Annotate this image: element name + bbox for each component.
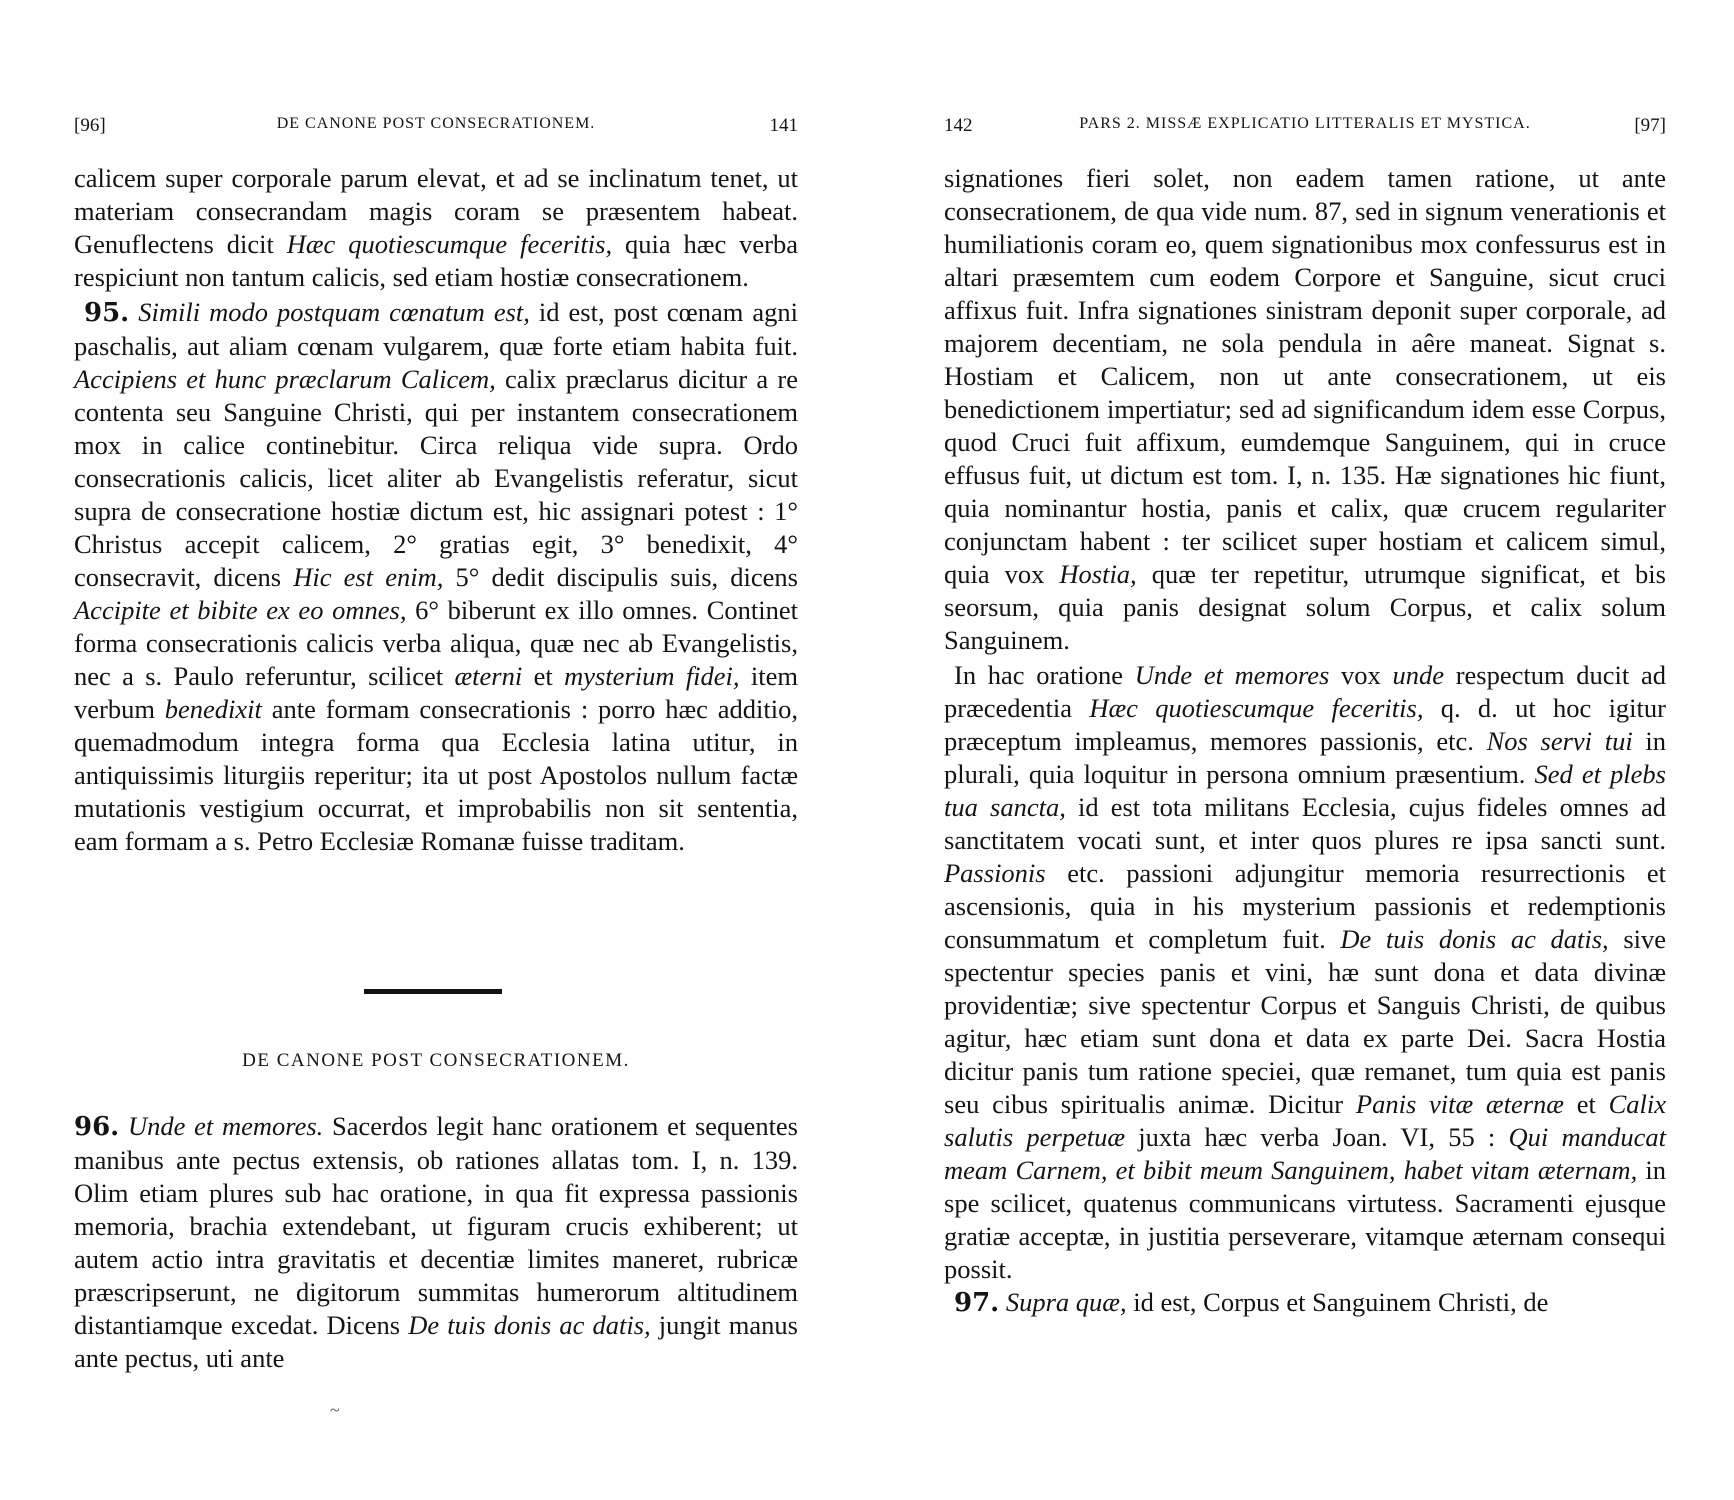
section-title: DE CANONE POST CONSECRATIONEM. (242, 1050, 630, 1071)
section-number: 95. (84, 298, 130, 328)
bracket-page-number: [97] (1634, 115, 1666, 136)
text-run: in plurali, quia loquitur in persona omnium præsentium. (944, 726, 1666, 789)
running-header-left (74, 115, 798, 141)
text-run: id est tota militans Ecclesia, cujus fideles omnes ad sanctitatem vocati sunt, et inter quos plures re ipsa sancti sunt. (944, 792, 1666, 855)
text-run: In hac oratione (954, 660, 1135, 690)
italic-run: Qui manducat meam Carnem, et bibit meum Sanguinem, habet vitam æternam, (944, 1122, 1666, 1185)
italic-run: Nos servi tui (1486, 726, 1633, 756)
section-97 (944, 1286, 1666, 1320)
text-run: in spe scilicet, quatenus communicans virtutess. Sacramenti ejusque gratiæ acceptæ, in justitia perseverare, vitamque æternam consequi possit. (944, 1155, 1666, 1284)
paragraph-continued (944, 162, 1666, 657)
italic-run: Accipite et bibite ex eo omnes, (74, 595, 407, 625)
italic-run: mysterium fidei, (564, 661, 740, 691)
italic-run: Calix salutis perpetuæ (944, 1089, 1666, 1152)
italic-run: benedixit (164, 694, 262, 724)
text-run: juxta hæc verba Joan. VI, 55 : (1125, 1122, 1509, 1152)
paragraph-continued (74, 162, 798, 294)
bracket-page-number: [96] (74, 115, 106, 136)
italic-run: Supra quæ, (1005, 1287, 1127, 1317)
italic-run: unde (1392, 660, 1445, 690)
text-run: q. d. ut hoc igitur præceptum impleamus, memores passionis, etc. (944, 693, 1666, 756)
text-run: jungit manus ante pectus, uti ante (74, 1310, 798, 1373)
italic-run: Panis vitæ æternæ (1355, 1089, 1564, 1119)
italic-run: Simili modo postquam cœnatum est, (138, 297, 530, 327)
italic-run: Hæc quotiescumque feceritis, (286, 229, 613, 259)
text-run: calicem super corporale parum elevat, et ad se inclinatum tenet, ut materiam consecrandam magis coram se præsentem habeat. Genuflectens dicit (74, 163, 798, 259)
text-run: Sacerdos legit hanc orationem et sequentes manibus ante pectus extensis, ob rationes allatas tom. I, n. 139. Olim etiam plures sub hac oratione, in qua fit expressa passionis memoria, brachia extendebant, ut figuram crucis exhiberent; ut autem actio intra gravitatis et decentiæ limites maneret, rubricæ præscripserunt, ne digitorum summitas humerorum altitudinem distantiamque excedat. Dicens (74, 1111, 798, 1340)
text-run: etc. passioni adjungitur memoria resurrectionis et ascensionis, quia in his mysterium passionis et redemptionis consummatum et completum fuit. (944, 858, 1666, 954)
page-number: 142 (944, 115, 973, 136)
section-95 (74, 296, 798, 858)
italic-run: æterni (454, 661, 523, 691)
text-run: vox (1329, 660, 1393, 690)
section-number: 97. (954, 1288, 1000, 1318)
italic-run: De tuis donis ac datis, (408, 1310, 651, 1340)
text-run: ante formam consecrationis : porro hæc additio, quemadmodum integra forma qua Ecclesia latina utitur, in antiquissimis liturgiis reperitur; ita ut post Apostolos nullum factæ mutationis vestigium occurrat, et improbabilis non sit sententia, eam formam a s. Petro Ecclesiæ Romanæ fuisse traditam. (74, 694, 798, 856)
running-title: DE CANONE POST CONSECRATIONEM. (276, 115, 596, 132)
text-run: 5° dedit discipulis suis, dicens (443, 562, 798, 592)
text-run: respectum ducit ad præcedentia (944, 660, 1666, 723)
text-run: calix præclarus dicitur a re contenta seu Sanguine Christi, qui per instantem consecrationem mox in calice continebitur. Circa reliqua vide supra. Ordo consecrationis calicis, licet aliter ab Evangelistis referatur, sicut supra de consecratione hostiæ dictum est, hic assignari potest : 1° Christus accepit calicem, 2° gratias egit, 3° benedixit, 4° consecravit, dicens (74, 364, 798, 592)
italic-run: Sed et plebs tua sancta, (944, 759, 1666, 822)
section-divider (364, 989, 502, 994)
section-96 (74, 1110, 798, 1375)
text-run: quæ ter repetitur, utrumque significat, et bis seorsum, quia panis designat solum Corpus, et calix solum Sanguinem. (944, 559, 1666, 655)
text-run: 6° biberunt ex illo omnes. Continet forma consecrationis calicis verba aliqua, quæ nec ab Evangelistis, nec a s. Paulo referuntur, scilicet (74, 595, 798, 691)
left-body-text-lower (74, 1110, 798, 1375)
italic-run: Passionis (944, 858, 1046, 888)
text-run: sive spectentur species panis et vini, hæ sunt dona et data divinæ providentiæ; sive spectentur Corpus et Sanguis Christi, de quibus agitur, hæc etiam sunt dona et data ex parte Dei. Sacra Hostia dicitur panis tum ratione speciei, quæ remanet, tum quia est panis seu cibus spiritualis animæ. Dicitur (944, 924, 1667, 1119)
running-header-right (944, 115, 1666, 141)
italic-run: Hæc quotiescumque feceritis, (1089, 693, 1424, 723)
page-number: 141 (769, 115, 798, 136)
italic-run: Hic est enim, (293, 562, 444, 592)
italic-run: Unde et memores (1134, 660, 1330, 690)
italic-run: De tuis donis ac datis, (1340, 924, 1609, 954)
italic-run: Accipiens et hunc præclarum Calicem, (74, 364, 496, 394)
italic-run: Hostia, (1059, 559, 1137, 589)
italic-run: Unde et memores. (127, 1111, 324, 1141)
section-number: 96. (74, 1112, 120, 1142)
text-run: id est, Corpus et Sanguinem Christi, de (1126, 1287, 1549, 1317)
text-run: id est, post cœnam agni paschalis, aut aliam cœnam vulgarem, quæ forte etiam habita fuit. (74, 297, 798, 361)
text-run: signationes fieri solet, non eadem tamen ratione, ut ante consecrationem, de qua vide num. 87, sed in signum venerationis et humiliationis coram eo, quem signationibus mox confessurus est in altari præsemtem cum eodem Corpore et Sanguine, sicut cruci affixus fuit. Infra signationes sinistram deponit super corporale, ad majorem decentiam, ne sola pendula in aêre maneat. Signat s. Hostiam et Calicem, non ut ante consecrationem, ut eis benedictionem impertiatur; sed ad significandum idem esse Corpus, quod Cruci fuit affixum, eumdemque Sanguinem, qui in cruce effusus fuit, ut dictum est tom. I, n. 135. Hæ signationes hic fiunt, quia nominantur hostia, panis et calix, quæ crucem regulariter conjunctam habent : ter scilicet super hostiam et calicem simul, quia vox (944, 163, 1666, 589)
running-title: PARS 2. MISSÆ EXPLICATIO LITTERALIS ET MYSTICA. (1079, 115, 1531, 132)
text-run: quia hæc verba respiciunt non tantum calicis, sed etiam hostiæ consecrationem. (74, 229, 798, 292)
text-run: et (1563, 1089, 1609, 1119)
text-run: et (522, 661, 565, 691)
right-body-text (944, 162, 1666, 1320)
paragraph (944, 659, 1666, 1286)
print-mark: ~ (330, 1400, 340, 1420)
left-body-text (74, 162, 798, 858)
text-run: item verbum (74, 661, 798, 724)
